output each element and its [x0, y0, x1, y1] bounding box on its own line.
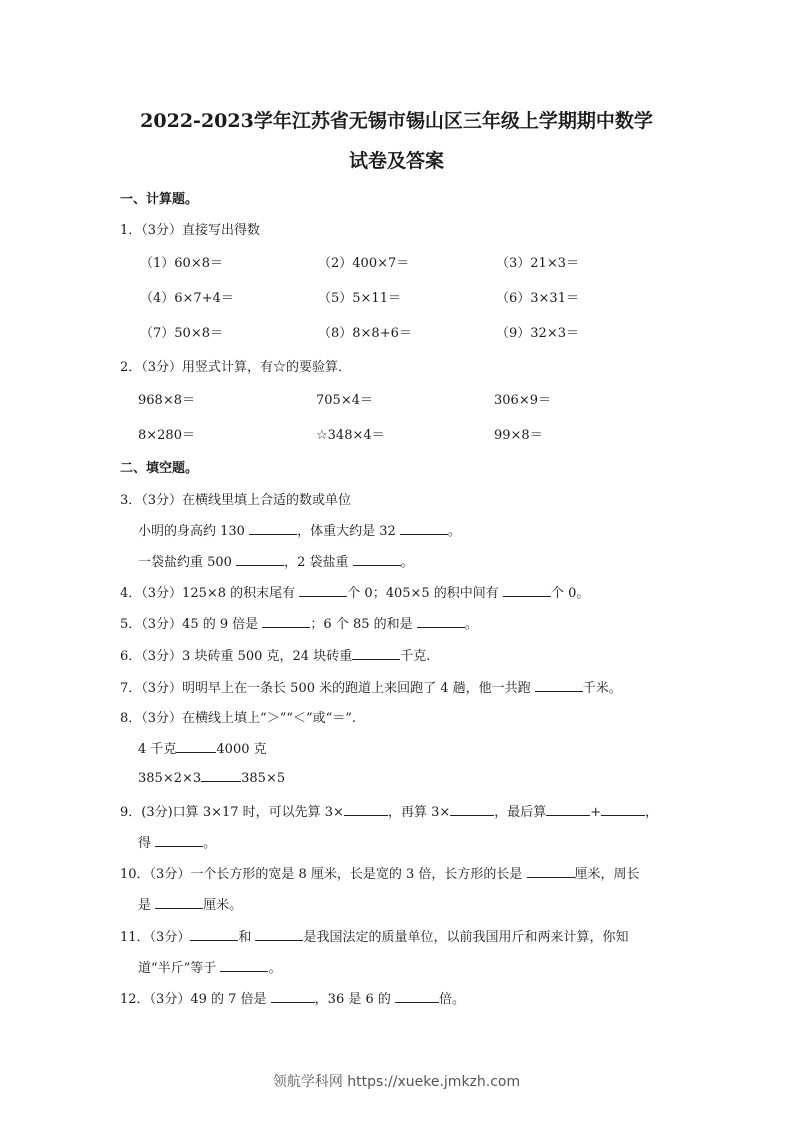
calc-item: （5）5×11＝ — [318, 291, 401, 306]
answer-blank[interactable] — [220, 959, 268, 972]
question-line: 得 。 — [138, 836, 217, 851]
answer-blank[interactable] — [262, 615, 310, 628]
question-stem: 2．（3分）用竖式计算，有☆的要验算． — [120, 360, 352, 375]
question-line: 道“半斤”等于 。 — [138, 961, 282, 976]
answer-blank[interactable] — [400, 522, 448, 535]
question-line: 是 厘米。 — [138, 898, 243, 913]
calc-item: （8）8×8+6＝ — [318, 326, 412, 341]
question-line: 9．(3分)口算 3×17 时，可以先算 3× ，再算 3× ，最后算 + ， — [120, 805, 659, 820]
calc-item: （2）400×7＝ — [318, 256, 410, 271]
answer-blank[interactable] — [503, 584, 551, 597]
answer-blank[interactable] — [176, 740, 216, 753]
answer-blank[interactable] — [395, 990, 439, 1003]
answer-blank[interactable] — [535, 679, 583, 692]
calc-item: （6）3×31＝ — [496, 291, 579, 306]
question-line: 6．（3分）3 块砖重 500 克，24 块砖重 千克. — [120, 649, 431, 664]
section-heading-calc: 一、计算题。 — [120, 192, 199, 207]
vertical-calc-item: 99×8＝ — [494, 428, 543, 443]
answer-blank[interactable] — [352, 647, 400, 660]
answer-blank[interactable] — [255, 928, 303, 941]
calc-item: （9）32×3＝ — [496, 326, 579, 341]
question-stem: 1．（3分）直接写出得数 — [120, 223, 261, 238]
question-line: 10．（3分）一个长方形的宽是 8 厘米，长是宽的 3 倍，长方形的长是 厘米，周长 — [120, 867, 640, 882]
answer-blank[interactable] — [601, 803, 645, 816]
answer-blank[interactable] — [155, 834, 203, 847]
vertical-calc-item: 8×280＝ — [138, 428, 195, 443]
vertical-calc-item: ☆348×4＝ — [316, 428, 385, 443]
question-line: 385×2×3 385×5 — [138, 771, 286, 786]
answer-blank[interactable] — [417, 615, 465, 628]
question-line: 11．（3分） 和 是我国法定的质量单位，以前我国用斤和两来计算，你知 — [120, 930, 629, 945]
answer-blank[interactable] — [201, 769, 241, 782]
footer-watermark: 领航学科网 https://xueke.jmkzh.com — [272, 1074, 521, 1090]
answer-blank[interactable] — [527, 865, 575, 878]
question-line: 小明的身高约 130 ，体重大约是 32 。 — [138, 524, 461, 539]
answer-blank[interactable] — [450, 803, 494, 816]
vertical-calc-item: 705×4＝ — [316, 393, 373, 408]
vertical-calc-item: 306×9＝ — [494, 393, 551, 408]
calc-item: （7）50×8＝ — [140, 326, 223, 341]
question-line: 12．（3分）49 的 7 倍是 ，36 是 6 的 倍。 — [120, 992, 466, 1007]
question-line: 4．（3分）125×8 的积末尾有 个 0；405×5 的积中间有 个 0。 — [120, 586, 590, 601]
question-line: 5．（3分）45 的 9 倍是 ；6 个 85 的和是 。 — [120, 617, 478, 632]
answer-blank[interactable] — [353, 553, 401, 566]
question-stem: 8．（3分）在横线上填上“＞”“＜”或“＝”. — [120, 711, 357, 726]
answer-blank[interactable] — [155, 896, 203, 909]
page-title: 2022-2023学年江苏省无锡市锡山区三年级上学期期中数学 — [140, 110, 653, 132]
answer-blank[interactable] — [299, 584, 347, 597]
calc-item: （1）60×8＝ — [140, 256, 223, 271]
calc-item: （3）21×3＝ — [496, 256, 579, 271]
question-line: 7．（3分）明明早上在一条长 500 米的跑道上来回跑了 4 趟，他一共跑 千米。 — [120, 681, 622, 696]
question-line: 一袋盐约重 500 ，2 袋盐重 。 — [138, 555, 414, 570]
answer-blank[interactable] — [236, 553, 284, 566]
page-title-line2: 试卷及答案 — [348, 150, 444, 172]
vertical-calc-item: 968×8＝ — [138, 393, 195, 408]
answer-blank[interactable] — [249, 522, 297, 535]
answer-blank[interactable] — [190, 928, 238, 941]
question-line: 4 千克 4000 克 — [138, 742, 267, 757]
answer-blank[interactable] — [546, 803, 590, 816]
question-stem: 3．（3分）在横线里填上合适的数或单位 — [120, 493, 352, 508]
answer-blank[interactable] — [271, 990, 315, 1003]
answer-blank[interactable] — [344, 803, 388, 816]
calc-item: （4）6×7+4＝ — [140, 291, 234, 306]
section-heading-fill: 二、填空题。 — [120, 461, 199, 476]
